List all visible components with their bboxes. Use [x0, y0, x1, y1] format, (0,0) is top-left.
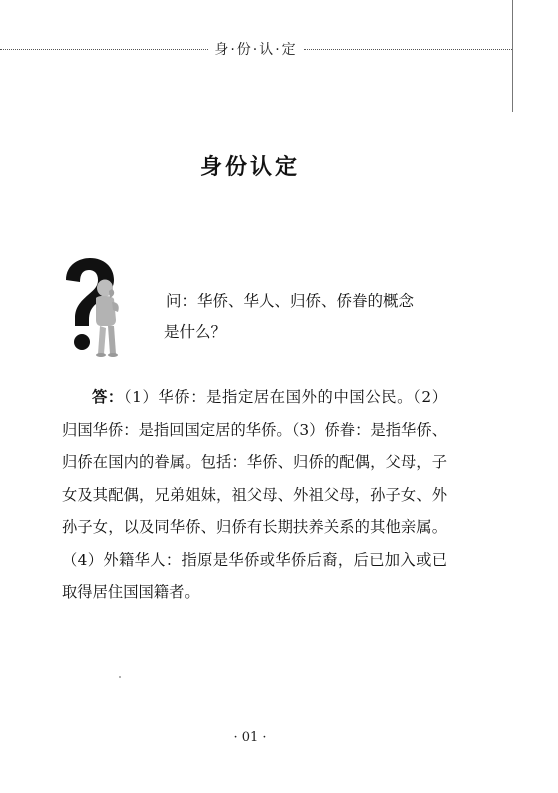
page-title: 身份认定 — [199, 155, 300, 180]
answer-paragraph — [62, 381, 447, 609]
question-line-2: 是什么？ — [164, 323, 227, 341]
page-edge-rule — [512, 0, 513, 112]
answer-body: （1）华侨：是指定居在国外的中国公民。（2）归国华侨：是指回国定居的华侨。（3）侨眷：是指华侨、归侨在国内的眷属。包括：华侨、归侨的配偶，父母，子女及其配偶，兄弟姐妹，祖父母、外祖父母，孙子女、外孙子女，以及同华侨、归侨有长期扶养关系的其他亲属。（4）外籍华人：指原是华侨或华侨后裔，后已加入或已取得居住国国籍者。 — [62, 388, 447, 601]
page-number: · 01 · — [233, 730, 267, 745]
answer-label: 答： — [92, 388, 124, 406]
running-header — [0, 38, 512, 60]
question-text — [110, 286, 455, 348]
scan-speck — [119, 676, 121, 678]
header-dotted-rule-right — [304, 49, 512, 50]
running-head-text: 身·份·认·定 — [214, 42, 298, 58]
question-line-1: 问：华侨、华人、归侨、侨眷的概念 — [166, 292, 415, 310]
header-dotted-rule-left — [0, 49, 208, 50]
